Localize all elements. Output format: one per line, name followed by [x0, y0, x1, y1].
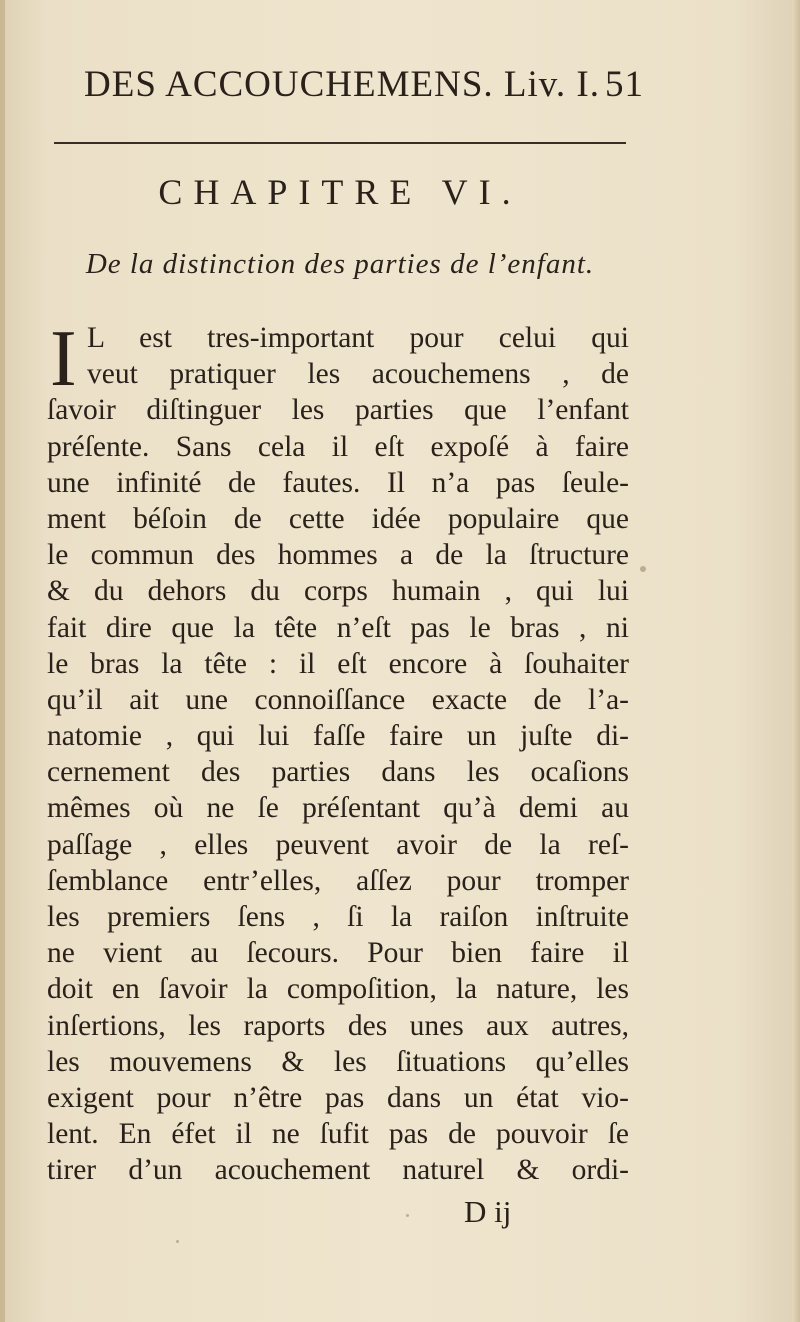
text-line: mêmes où ne ſe préſentant qu’à demi au [47, 792, 629, 825]
text-line: lent. En éfet il ne ſufit pas de pouvoir ſe [47, 1118, 629, 1151]
text-line: natomie , qui lui faſſe faire un juſte di- [47, 720, 629, 753]
running-head [84, 60, 644, 110]
header-rule [54, 142, 626, 144]
text-line: les premiers ſens , ſi la raiſon inſtruite [47, 901, 629, 933]
text-line: cernement des parties dans les ocaſions [47, 756, 629, 789]
text-line: ſavoir diſtinguer les parties que l’enfant [47, 394, 629, 427]
text-line: le bras la tête : il eſt encore à ſouhaiter [47, 647, 629, 680]
signature-mark: D ij [464, 1194, 512, 1229]
text-line: paſſage , elles peuvent avoir de la reſ- [47, 828, 629, 861]
paper-speck [640, 566, 646, 572]
text-line: doit en ſavoir la compoſition, la nature, les [47, 973, 629, 1006]
running-head-title: DES ACCOUCHEMENS. Liv. I. [84, 64, 600, 105]
text-line: L est tres-important pour celui qui [87, 322, 629, 354]
text-line: veut pratiquer les acouchemens , de [87, 358, 629, 391]
text-line: une infinité de fautes. Il n’a pas ſeule- [47, 466, 629, 499]
chapter-title: CHAPITRE VI. [158, 172, 522, 212]
text-line: inſertions, les raports des unes aux autres, [47, 1009, 629, 1042]
text-line: fait dire que la tête n’eſt pas le bras , ni [47, 611, 629, 644]
text-line: ne vient au ſecours. Pour bien faire il [47, 937, 629, 970]
text-line: & du dehors du corps humain , qui lui [47, 575, 629, 608]
text-line: qu’il ait une connoiſſance exacte de l’a- [47, 683, 629, 716]
drop-capital: I [50, 315, 77, 403]
body-text [47, 315, 629, 1189]
text-line: ſemblance entr’elles, aſſez pour tromper [47, 864, 629, 897]
page-number: 51 [605, 64, 644, 105]
paper-speck [176, 1240, 179, 1243]
chapter-subtitle: De la distinction des parties de l’enfant. [85, 248, 595, 280]
text-line: ment béſoin de cette idée populaire que [47, 502, 629, 535]
text-line: préſente. Sans cela il eſt expoſé à faire [47, 430, 629, 463]
page-right-edge [792, 0, 800, 1322]
text-line: exigent pour n’être pas dans un état vio- [47, 1081, 629, 1114]
text-line: les mouvemens & les ſituations qu’elles [47, 1045, 629, 1078]
text-line: tirer d’un acouchement naturel & ordi- [47, 1154, 629, 1187]
paper-speck [406, 1214, 409, 1217]
text-line: le commun des hommes a de la ſtructure [47, 539, 629, 572]
